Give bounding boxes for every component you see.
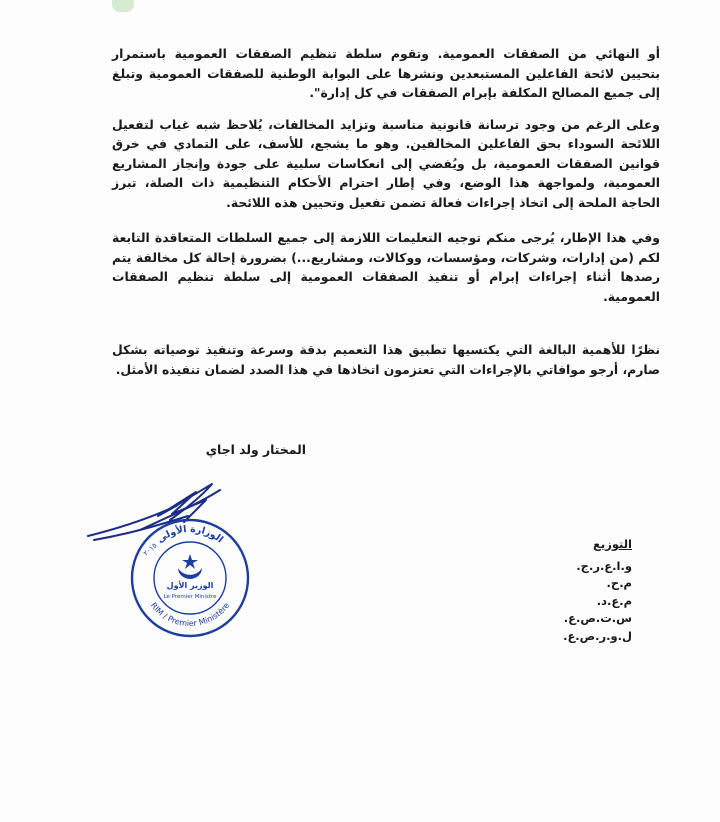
letter-paragraph: وعلى الرغم من وجود ترسانة قانونية مناسبة وتزايد المخالفات، يُلاحظ شبه غياب لتفعيل اللائحة السوداء بحق الفاعلين المخالفين. وهو ما يشجع، للأسف، على التمادي في خرق قوانين الصفقات العمومية، بل ويُفضي إلى انعكاسات سلبية على جودة وإنجاز المشاريع العمومية، ولمواجهة هذا الوضع، وفي إطار احترام الأحكام التنظيمية ذات الصلة، تبرز الحاجة الملحة إلى اتخاذ إجراءات فعالة تضمن تفعيل وتحيين هذه اللائحة.: [112, 116, 660, 210]
letter-paragraph: أو النهائي من الصفقات العمومية. وتقوم سلطة تنظيم الصفقات العمومية باستمرار بتحيين لائحة الفاعلين المستبعدين ونشرها على البوابة الوطنية للصفقات العمومية وتبلغ إلى جميع المصالح المكلفة بإبرام الصفقات في كل إدارة".: [112, 46, 660, 100]
stamp-top-text: الوزارة الأولى: [155, 523, 226, 546]
stamp-bottom-text: RIM / Premier Ministère: [148, 600, 232, 629]
distribution-item: ل.و.ر.ص.ع.: [563, 628, 632, 643]
distribution-item: م.ع.د.: [596, 593, 632, 608]
distribution-title: التوزيع: [593, 537, 632, 551]
stamp-date: ٢٠١٥: [141, 541, 159, 558]
letter-paragraph: وفي هذا الإطار، يُرجى منكم توجيه التعليمات اللازمة إلى جميع السلطات المتعاقدة التابعة لكم (من إدارات، وشركات، ومؤسسات، ووكالات، ومشاريع...) بضرورة إحالة كل مخالفة يتم رصدها أثناء إجراءات إبرام أو تنفيذ الصفقات العمومية إلى سلطة تنظيم الصفقات العمومية.: [112, 230, 660, 304]
distribution-item: و.ا.ع.ر.ج.: [576, 558, 632, 573]
star-crescent-emblem-icon: [178, 554, 202, 579]
stamp-center-ar: الوزير الأول: [166, 581, 214, 590]
distribution-item: م.ح.: [606, 576, 632, 590]
letter-paragraph: نظرًا للأهمية البالغة التي يكتسيها تطبيق هذا التعميم بدقة وسرعة وتنفيذ توصياته بشكل صارم، أرجو موافاتي بالإجراءات التي تعتزمون اتخاذها في هذا الصدد لضمان تنفيذه الأمثل.: [112, 342, 660, 377]
letter-body: [112, 44, 660, 379]
distribution-item: س.ت.ص.ع.: [563, 611, 632, 625]
stamp-center-fr: Le Premier Ministre: [163, 594, 217, 600]
page-corner-mark: [112, 0, 134, 12]
signer-name: المختار ولد اجاي: [205, 442, 306, 457]
official-stamp: [128, 516, 252, 640]
distribution-list: [540, 536, 632, 645]
